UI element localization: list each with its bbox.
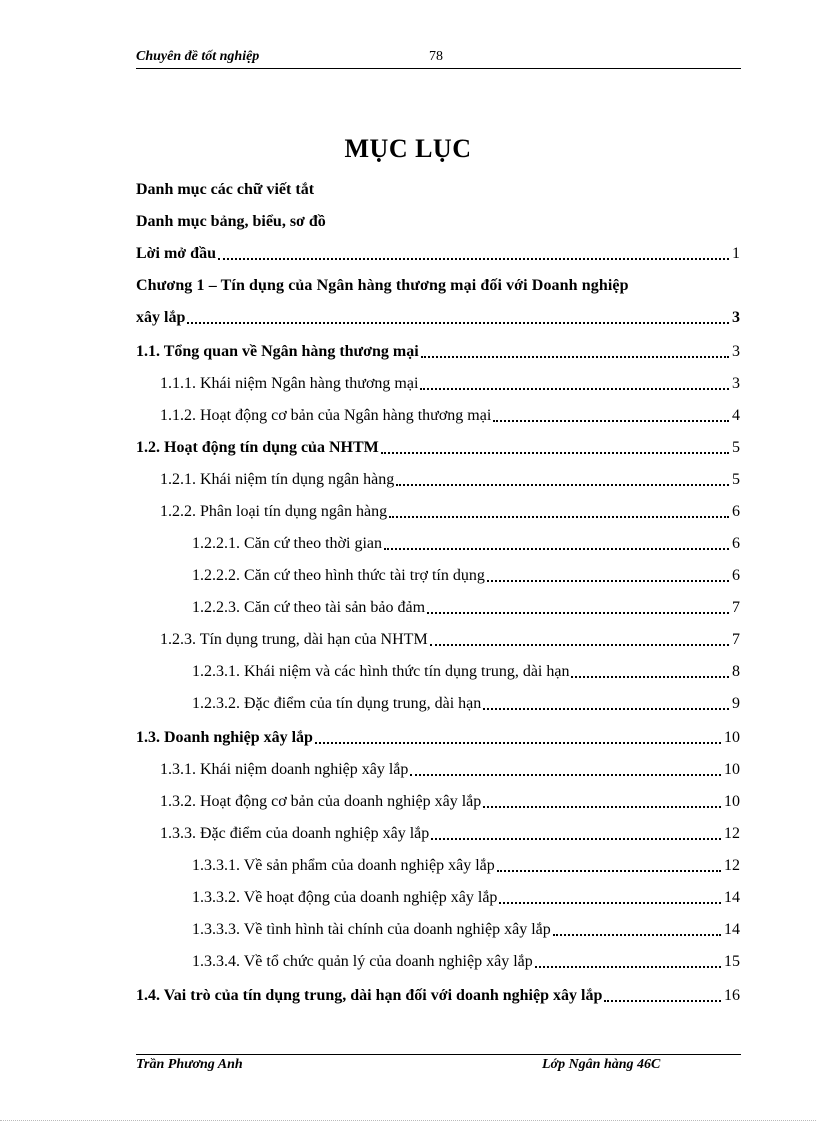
toc-entry-text: 1.2.2.2. Căn cứ theo hình thức tài trợ tín dụng bbox=[192, 567, 485, 584]
toc-page-number: 6 bbox=[731, 532, 740, 556]
toc-dot-leader bbox=[535, 966, 721, 968]
toc-entry bbox=[136, 726, 740, 750]
page-footer bbox=[136, 1054, 741, 1072]
toc-dot-leader bbox=[487, 580, 729, 582]
toc-page-number: 1 bbox=[731, 242, 740, 266]
toc-entry bbox=[160, 372, 740, 396]
toc-entry-text: 1.3.3.4. Về tổ chức quản lý của doanh nghiệp xây lắp bbox=[192, 953, 533, 970]
toc-page-number: 3 bbox=[731, 306, 740, 330]
toc-page-number: 6 bbox=[731, 500, 740, 524]
toc-entry-text: Chương 1 – Tín dụng của Ngân hàng thương mại đối với Doanh nghiệp bbox=[136, 277, 629, 294]
toc-entry bbox=[136, 178, 740, 202]
toc-entry bbox=[192, 564, 740, 588]
toc-entry-text: 1.2. Hoạt động tín dụng của NHTM bbox=[136, 439, 379, 456]
toc-entry-text: 1.3.2. Hoạt động cơ bản của doanh nghiệp xây lắp bbox=[160, 793, 482, 810]
toc-entry-text: 1.4. Vai trò của tín dụng trung, dài hạn đối với doanh nghiệp xây lắp bbox=[136, 987, 603, 1004]
toc-page-number: 10 bbox=[723, 758, 740, 782]
toc-entry bbox=[192, 950, 740, 974]
page-title: MỤC LỤC bbox=[344, 134, 472, 163]
toc-entry bbox=[160, 758, 740, 782]
toc-entry-text: 1.3.3.3. Về tình hình tài chính của doanh nghiệp xây lắp bbox=[192, 921, 551, 938]
toc-dot-leader bbox=[427, 612, 729, 614]
toc-dot-leader bbox=[187, 322, 729, 324]
footer-author: Trần Phương Anh bbox=[136, 1057, 243, 1072]
toc-entry-text: 1.3.3.2. Về hoạt động của doanh nghiệp xây lắp bbox=[192, 889, 498, 906]
page-bottom-border bbox=[0, 1120, 816, 1121]
toc-entry-text: Danh mục bảng, biểu, sơ đồ bbox=[136, 213, 326, 230]
toc-entry bbox=[192, 596, 740, 620]
toc-entry bbox=[136, 306, 740, 330]
toc-entry-text: 1.3.3. Đặc điểm của doanh nghiệp xây lắp bbox=[160, 825, 430, 842]
toc-entry bbox=[136, 242, 740, 266]
toc-entry-text: Danh mục các chữ viết tắt bbox=[136, 181, 315, 198]
toc-dot-leader bbox=[499, 902, 721, 904]
toc-page-number: 9 bbox=[731, 692, 740, 716]
toc-entry bbox=[160, 822, 740, 846]
toc-page-number: 16 bbox=[723, 984, 740, 1008]
toc-dot-leader bbox=[410, 774, 721, 776]
toc-entry-text: 1.1.2. Hoạt động cơ bản của Ngân hàng thương mại bbox=[160, 407, 492, 424]
toc-page-number: 6 bbox=[731, 564, 740, 588]
header-page-number: 78 bbox=[429, 49, 443, 64]
toc-entry bbox=[192, 854, 740, 878]
header-title: Chuyên đề tốt nghiệp bbox=[136, 49, 260, 64]
toc-dot-leader bbox=[396, 484, 729, 486]
toc-page-number: 15 bbox=[723, 950, 740, 974]
toc-dot-leader bbox=[381, 452, 729, 454]
toc-entry-text: Lời mở đầu bbox=[136, 245, 216, 262]
toc-entry bbox=[136, 210, 740, 234]
toc-entry bbox=[192, 886, 740, 910]
toc-dot-leader bbox=[315, 742, 721, 744]
toc-entry bbox=[160, 404, 740, 428]
toc-dot-leader bbox=[553, 934, 721, 936]
toc-dot-leader bbox=[421, 356, 729, 358]
toc-entry bbox=[136, 340, 740, 364]
toc-dot-leader bbox=[483, 806, 721, 808]
toc-page-number: 7 bbox=[731, 628, 740, 652]
toc-page-number: 5 bbox=[731, 468, 740, 492]
toc-entry-text: 1.2.3.2. Đặc điểm của tín dụng trung, dài hạn bbox=[192, 695, 482, 712]
toc-dot-leader bbox=[218, 258, 729, 260]
toc-dot-leader bbox=[497, 870, 721, 872]
toc-entry bbox=[136, 274, 740, 298]
toc-dot-leader bbox=[571, 676, 729, 678]
toc-entry bbox=[192, 692, 740, 716]
toc-dot-leader bbox=[431, 838, 721, 840]
toc-entry bbox=[160, 628, 740, 652]
toc-entry-text: 1.3. Doanh nghiệp xây lắp bbox=[136, 729, 313, 746]
toc-entry-text: 1.2.2.3. Căn cứ theo tài sản bảo đảm bbox=[192, 599, 426, 616]
toc-dot-leader bbox=[389, 516, 729, 518]
toc-entry bbox=[160, 468, 740, 492]
toc-dot-leader bbox=[493, 420, 729, 422]
toc-entry bbox=[192, 918, 740, 942]
page-header bbox=[136, 48, 741, 69]
toc-entry bbox=[160, 500, 740, 524]
toc-dot-leader bbox=[384, 548, 729, 550]
toc-entry-text: 1.3.1. Khái niệm doanh nghiệp xây lắp bbox=[160, 761, 409, 778]
toc-entry-text: 1.3.3.1. Về sản phẩm của doanh nghiệp xây lắp bbox=[192, 857, 495, 874]
toc-page-number: 3 bbox=[731, 340, 740, 364]
toc-entry-text: 1.2.3.1. Khái niệm và các hình thức tín dụng trung, dài hạn bbox=[192, 663, 570, 680]
toc-page-number: 14 bbox=[723, 886, 740, 910]
toc-page-number: 10 bbox=[723, 790, 740, 814]
toc-entry-text: 1.2.1. Khái niệm tín dụng ngân hàng bbox=[160, 471, 395, 488]
toc-entry-text: 1.2.2. Phân loại tín dụng ngân hàng bbox=[160, 503, 388, 520]
toc-page-number: 8 bbox=[731, 660, 740, 684]
toc-dot-leader bbox=[430, 644, 729, 646]
toc-page-number: 10 bbox=[723, 726, 740, 750]
toc-dot-leader bbox=[483, 708, 729, 710]
toc-entry bbox=[136, 984, 740, 1008]
toc-page-number: 3 bbox=[731, 372, 740, 396]
toc-entry-text: 1.2.3. Tín dụng trung, dài hạn của NHTM bbox=[160, 631, 428, 648]
toc-page-number: 7 bbox=[731, 596, 740, 620]
toc-entry-text: 1.2.2.1. Căn cứ theo thời gian bbox=[192, 535, 382, 552]
toc-entry bbox=[136, 436, 740, 460]
toc-page-number: 12 bbox=[723, 822, 740, 846]
toc-page-number: 14 bbox=[723, 918, 740, 942]
toc-entry bbox=[192, 660, 740, 684]
toc-page-number: 4 bbox=[731, 404, 740, 428]
toc-entry-text: 1.1. Tổng quan về Ngân hàng thương mại bbox=[136, 343, 419, 360]
toc-page-number: 12 bbox=[723, 854, 740, 878]
toc-entry bbox=[160, 790, 740, 814]
toc-dot-leader bbox=[604, 1000, 721, 1002]
toc-entry-text: 1.1.1. Khái niệm Ngân hàng thương mại bbox=[160, 375, 419, 392]
toc-entry bbox=[192, 532, 740, 556]
toc-entry-text: xây lắp bbox=[136, 309, 186, 326]
footer-class: Lớp Ngân hàng 46C bbox=[542, 1057, 661, 1072]
toc-page-number: 5 bbox=[731, 436, 740, 460]
toc-dot-leader bbox=[420, 388, 729, 390]
